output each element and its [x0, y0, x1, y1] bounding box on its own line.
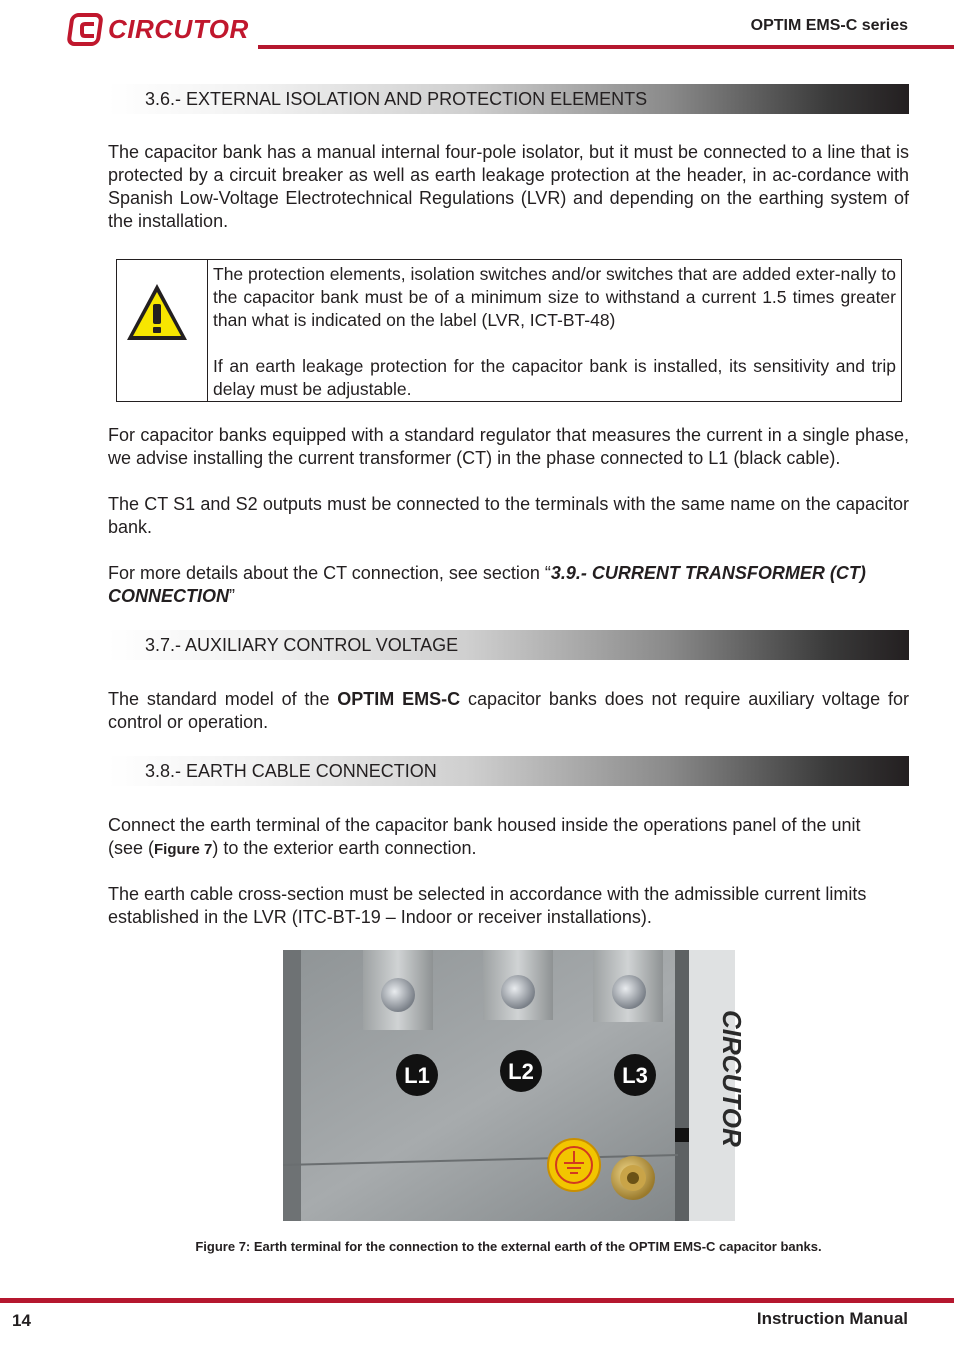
- warning-text: [213, 263, 896, 401]
- brand-name: CIRCUTOR: [108, 14, 249, 44]
- phase-label-l1: L1: [404, 1063, 430, 1088]
- ct-reference-prefix: For more details about the CT connection, see section “: [108, 563, 551, 583]
- section-heading-text: 3.7.- AUXILIARY CONTROL VOLTAGE: [145, 635, 459, 655]
- photo-brand-text: CIRCUTOR: [717, 1010, 747, 1147]
- paragraph-aux-voltage: [108, 688, 909, 734]
- warning-paragraph-leakage: If an earth leakage protection for the capacitor bank is installed, its sensitivity and trip delay must be adjustable.: [213, 356, 896, 399]
- ct-section-link[interactable]: 3.9.- CURRENT TRANSFORMER (CT) CONNECTION: [108, 563, 866, 606]
- warning-box: [116, 259, 902, 402]
- earth-terminal-prefix: Connect the earth terminal of the capacitor bank housed inside the operations panel of the unit (see (: [108, 815, 861, 858]
- circutor-logo-icon: [70, 12, 106, 48]
- phase-label-l2: L2: [508, 1059, 534, 1084]
- footer-rule: [0, 1298, 954, 1303]
- page-number: 14: [12, 1311, 31, 1330]
- section-heading-3-7: [108, 630, 909, 660]
- circutor-logo: [70, 12, 250, 48]
- ct-reference-suffix: ”: [229, 586, 235, 606]
- section-heading-3-8: [108, 756, 909, 786]
- series-title: OPTIM EMS-C series: [750, 17, 908, 34]
- product-name: OPTIM EMS-C: [337, 689, 461, 709]
- paragraph-ct-install: For capacitor banks equipped with a standard regulator that measures the current in a single phase, we advise installing the current transformer (CT) in the phase connected to L1 (black cable).: [108, 425, 909, 468]
- aux-voltage-suffix: capacitor banks does not require auxiliary voltage for control or operation.: [108, 689, 910, 732]
- footer-manual-title: Instruction Manual: [756, 1309, 908, 1328]
- section-heading-text: 3.6.- EXTERNAL ISOLATION AND PROTECTION ELEMENTS: [145, 89, 648, 109]
- photo-illustration: [283, 950, 747, 1221]
- paragraph-ct-reference: [108, 562, 909, 608]
- figure-caption: Figure 7: Earth terminal for the connection to the external earth of the OPTIM EMS-C capacitor banks.: [195, 1239, 822, 1254]
- warning-icon-cell: [117, 260, 208, 401]
- paragraph-ct-outputs: The CT S1 and S2 outputs must be connected to the terminals with the same name on the capacitor bank.: [108, 494, 909, 537]
- header-rule: [258, 45, 954, 49]
- paragraph-earth-cable-section: The earth cable cross-section must be selected in accordance with the admissible current limits established in the LVR (ITC-BT-19 – Indoor or receiver installations).: [108, 884, 867, 927]
- aux-voltage-prefix: The standard model of the: [108, 689, 338, 709]
- earth-terminal-photo: [283, 950, 747, 1221]
- paragraph-earth-terminal: [108, 814, 898, 861]
- paragraph-isolation-intro: The capacitor bank has a manual internal four-pole isolator, but it must be connected to a line that is protected by a circuit breaker as well as earth leakage protection at the header, in ac-cordance with Spanish Low-Voltage Electrotechnical Regulations (LVR) and depending on the earthing system of the installation.: [108, 142, 909, 231]
- phase-label-l3: L3: [622, 1063, 648, 1088]
- section-heading-text: 3.8.- EARTH CABLE CONNECTION: [145, 761, 437, 781]
- warning-paragraph-sizing: The protection elements, isolation switches and/or switches that are added exter-nally to the capacitor bank must be of a minimum size to withstand a current 1.5 times greater than what is indicated on the label (LVR, ICT-BT-48): [213, 264, 896, 330]
- warning-triangle-icon: [123, 280, 191, 344]
- figure-7-link[interactable]: Figure 7: [154, 841, 213, 858]
- section-heading-3-6: [108, 84, 909, 114]
- earth-terminal-suffix: ) to the exterior earth connection.: [212, 838, 477, 858]
